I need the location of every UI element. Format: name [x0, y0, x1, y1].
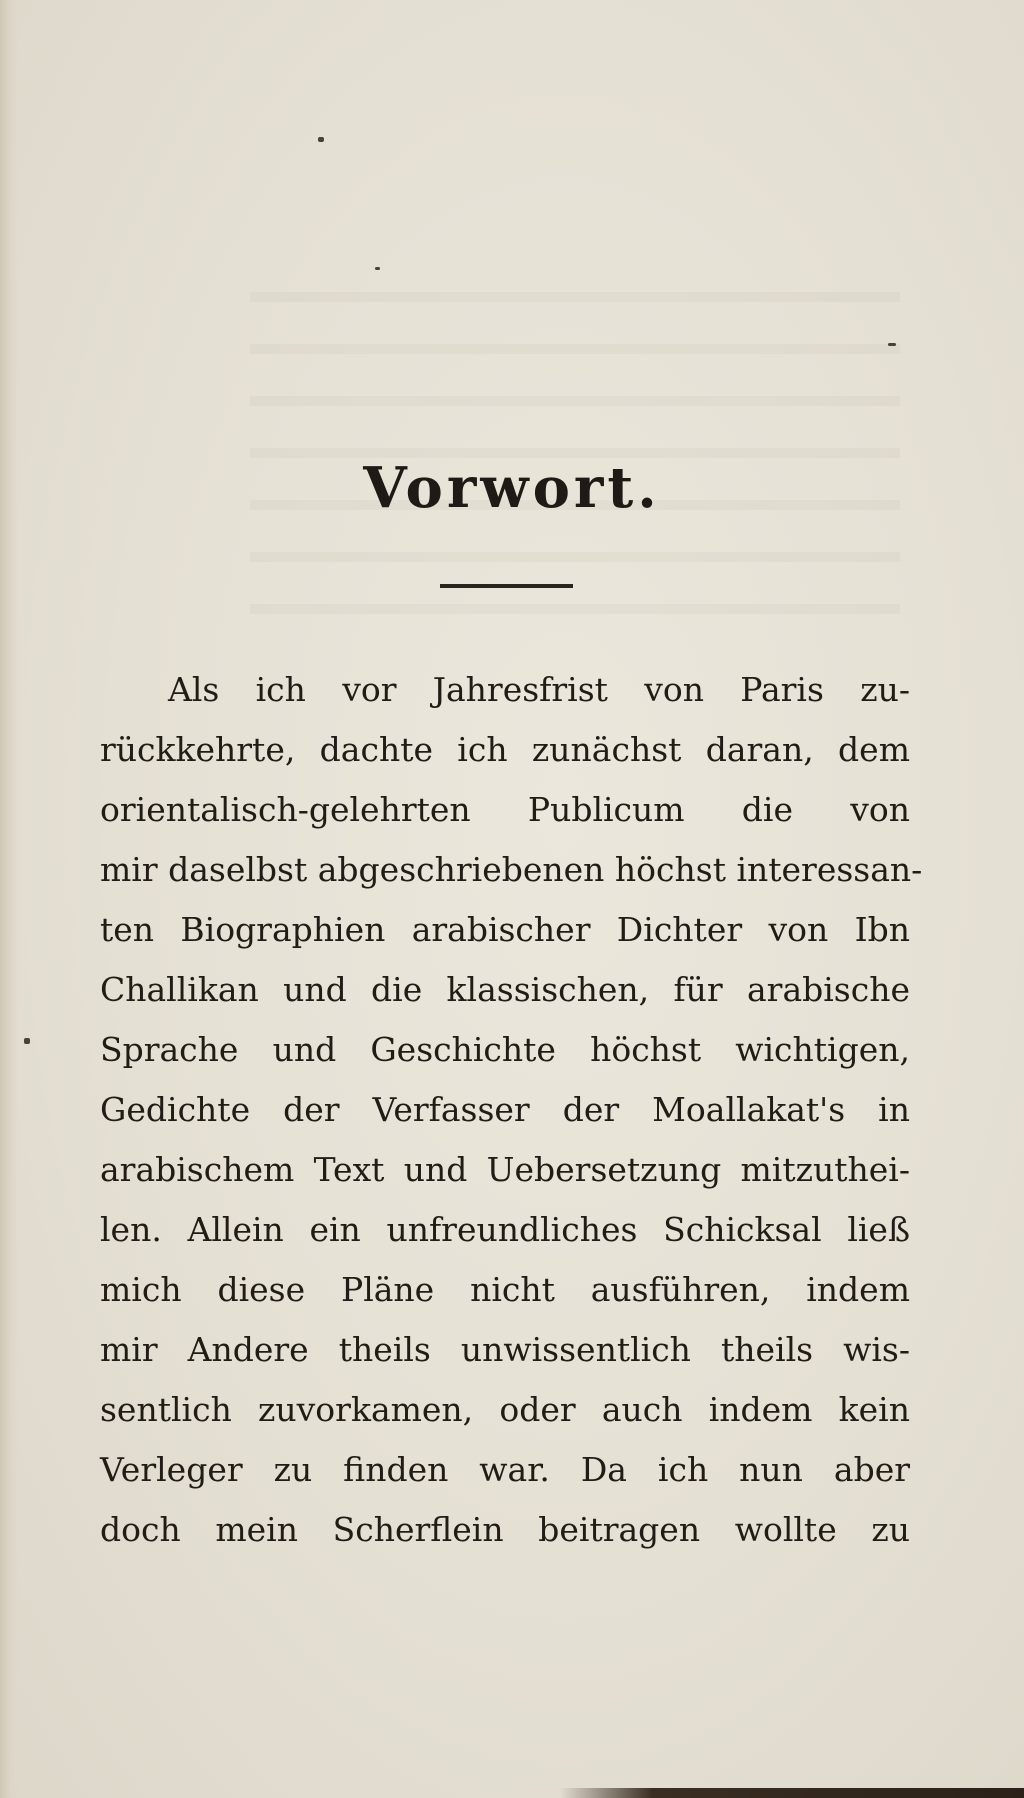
text-line: len. Allein ein unfreundliches Schicksal ließ — [100, 1210, 910, 1249]
text-line: Verleger zu finden war. Da ich nun aber — [100, 1450, 910, 1489]
ink-speck — [318, 137, 324, 142]
text-line: Als ich vor Jahresfrist von Paris zu- — [168, 670, 910, 709]
text-line: ten Biographien arabischer Dichter von Ibn — [100, 910, 910, 949]
text-line: mir daselbst abgeschriebenen höchst interessan- — [100, 850, 923, 889]
ink-speck — [24, 1038, 30, 1044]
bleed-through-shadow — [250, 250, 900, 630]
text-line: Sprache und Geschichte höchst wichtigen, — [100, 1030, 910, 1069]
text-line: Challikan und die klassischen, für arabische — [100, 970, 910, 1009]
text-line: sentlich zuvorkamen, oder auch indem kein — [100, 1390, 910, 1429]
text-line: doch mein Scherflein beitragen wollte zu — [100, 1510, 910, 1549]
text-line: mir Andere theils unwissentlich theils wis- — [100, 1330, 910, 1369]
title-divider — [440, 584, 573, 588]
ink-speck — [888, 343, 896, 346]
text-line: mich diese Pläne nicht ausführen, indem — [100, 1270, 910, 1309]
page-title: Vorwort. — [363, 455, 661, 521]
page-bottom-edge — [560, 1788, 1024, 1798]
ink-speck — [375, 267, 380, 270]
text-line: rückkehrte, dachte ich zunächst daran, dem — [100, 730, 910, 769]
text-line: orientalisch-gelehrten Publicum die von — [100, 790, 910, 829]
page-gutter-edge — [0, 0, 18, 1798]
preface-text — [100, 660, 923, 1560]
text-line: Gedichte der Verfasser der Moallakat's in — [100, 1090, 910, 1129]
text-line: arabischem Text und Uebersetzung mitzuthei- — [100, 1150, 910, 1189]
